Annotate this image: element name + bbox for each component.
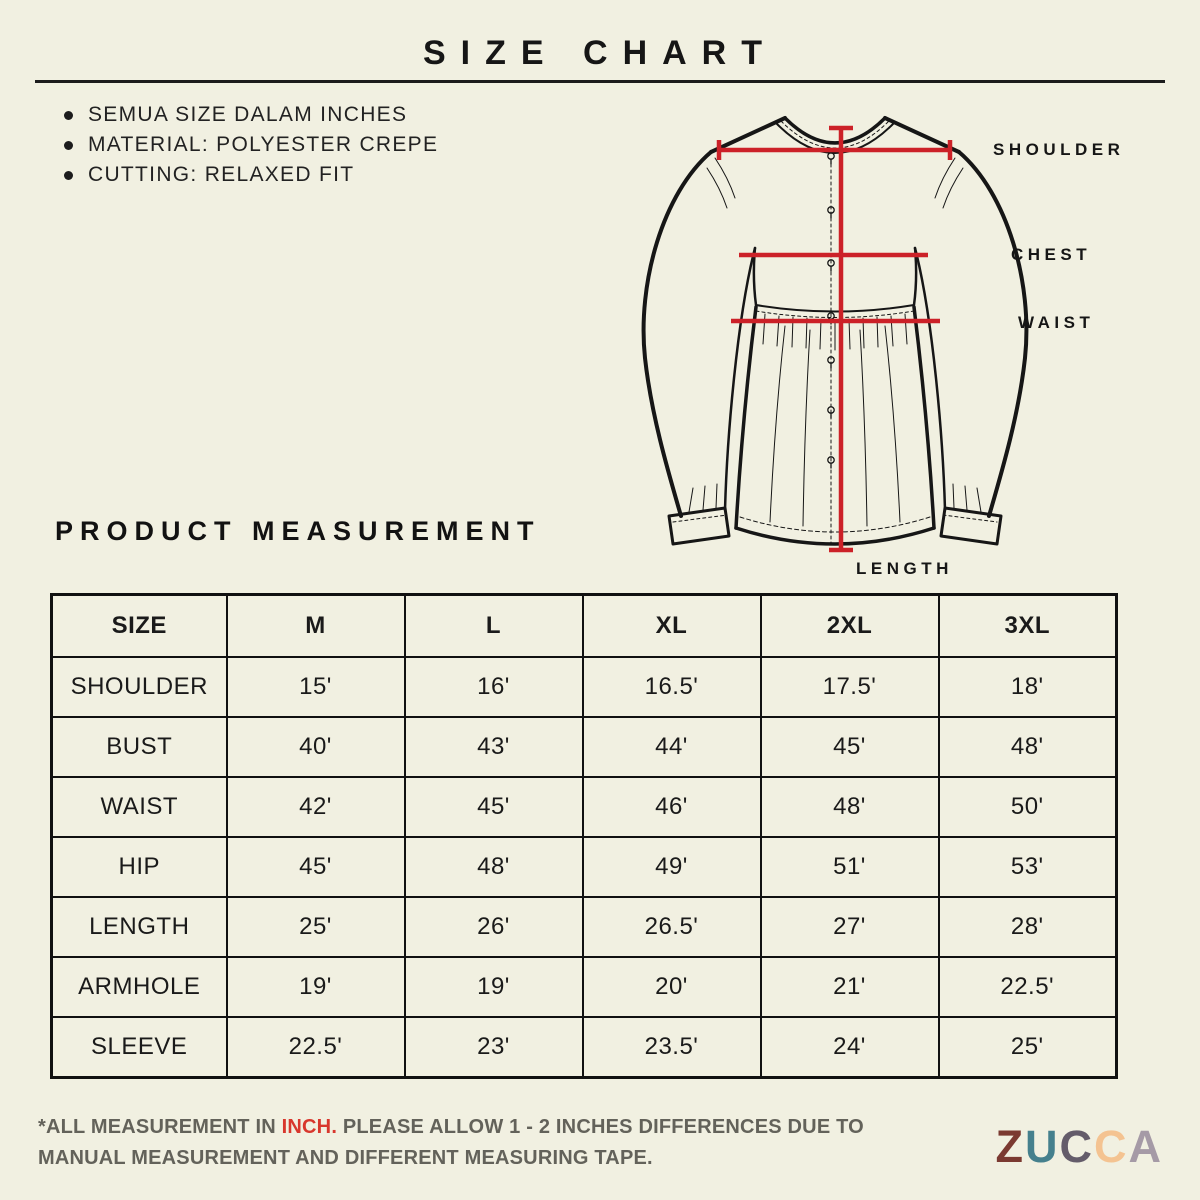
disclaimer-text: PLEASE ALLOW 1 - 2 INCHES DIFFERENCES DUE TO MANUAL MEASUREMENT AND DIFFERENT MEASURING TAPE. (38, 1116, 864, 1169)
note-text: SEMUA SIZE DALAM INCHES (88, 103, 408, 126)
chest-label: CHEST (1011, 245, 1092, 264)
table-cell: 22.5' (227, 1017, 405, 1078)
table-row (52, 657, 1117, 717)
table-cell: 42' (227, 777, 405, 837)
bullet-icon (64, 141, 73, 150)
table-cell: 46' (583, 777, 761, 837)
table-cell: 25' (939, 1017, 1117, 1078)
note-text: CUTTING: RELAXED FIT (88, 163, 355, 186)
table-cell: 18' (939, 657, 1117, 717)
table-cell: 23.5' (583, 1017, 761, 1078)
table-cell: 45' (761, 717, 939, 777)
table-cell: 16' (405, 657, 583, 717)
column-header: 3XL (939, 595, 1117, 658)
table-header-row (52, 595, 1117, 658)
row-label: SLEEVE (52, 1017, 227, 1078)
column-header: 2XL (761, 595, 939, 658)
garment-diagram (615, 98, 1145, 588)
table-row (52, 777, 1117, 837)
table-cell: 43' (405, 717, 583, 777)
table-cell: 19' (405, 957, 583, 1017)
length-label: LENGTH (856, 559, 953, 578)
row-label: WAIST (52, 777, 227, 837)
table-row (52, 957, 1117, 1017)
brand-letter: U (1025, 1121, 1060, 1172)
table-cell: 51' (761, 837, 939, 897)
bullet-icon (64, 171, 73, 180)
table-cell: 20' (583, 957, 761, 1017)
table-cell: 22.5' (939, 957, 1117, 1017)
table-cell: 25' (227, 897, 405, 957)
table-row (52, 717, 1117, 777)
bullet-icon (64, 111, 73, 120)
table-cell: 28' (939, 897, 1117, 957)
brand-letter: C (1059, 1121, 1094, 1172)
table-cell: 19' (227, 957, 405, 1017)
measurement-disclaimer (38, 1112, 888, 1174)
column-header: SIZE (52, 595, 227, 658)
table-row (52, 837, 1117, 897)
table-cell: 23' (405, 1017, 583, 1078)
table-cell: 48' (405, 837, 583, 897)
blouse-illustration-icon (615, 98, 1065, 583)
brand-logo (995, 1121, 1164, 1172)
disclaimer-text: *ALL MEASUREMENT IN (38, 1116, 282, 1138)
table-cell: 15' (227, 657, 405, 717)
table-cell: 53' (939, 837, 1117, 897)
title-divider (35, 80, 1165, 83)
table-cell: 45' (405, 777, 583, 837)
row-label: SHOULDER (52, 657, 227, 717)
table-cell: 26' (405, 897, 583, 957)
note-text: MATERIAL: POLYESTER CREPE (88, 133, 439, 156)
note-item (88, 100, 438, 130)
disclaimer-highlight: INCH. (281, 1116, 338, 1138)
product-notes (88, 100, 438, 190)
table-cell: 50' (939, 777, 1117, 837)
table-cell: 21' (761, 957, 939, 1017)
waist-label: WAIST (1018, 313, 1095, 332)
page-title: SIZE CHART (423, 34, 777, 72)
shoulder-label: SHOULDER (993, 140, 1125, 159)
table-cell: 45' (227, 837, 405, 897)
table-row (52, 897, 1117, 957)
table-row (52, 1017, 1117, 1078)
table-cell: 48' (939, 717, 1117, 777)
table-cell: 24' (761, 1017, 939, 1078)
brand-letter: A (1128, 1121, 1163, 1172)
table-cell: 17.5' (761, 657, 939, 717)
note-item (88, 160, 438, 190)
column-header: XL (583, 595, 761, 658)
row-label: LENGTH (52, 897, 227, 957)
column-header: L (405, 595, 583, 658)
section-title: PRODUCT MEASUREMENT (55, 516, 541, 546)
row-label: HIP (52, 837, 227, 897)
table-cell: 27' (761, 897, 939, 957)
table-cell: 48' (761, 777, 939, 837)
table-cell: 40' (227, 717, 405, 777)
table-cell: 26.5' (583, 897, 761, 957)
brand-letter: Z (995, 1121, 1025, 1172)
column-header: M (227, 595, 405, 658)
row-label: ARMHOLE (52, 957, 227, 1017)
table-cell: 16.5' (583, 657, 761, 717)
table-cell: 49' (583, 837, 761, 897)
size-table (50, 593, 1118, 1079)
row-label: BUST (52, 717, 227, 777)
table-cell: 44' (583, 717, 761, 777)
note-item (88, 130, 438, 160)
brand-letter: C (1094, 1121, 1129, 1172)
